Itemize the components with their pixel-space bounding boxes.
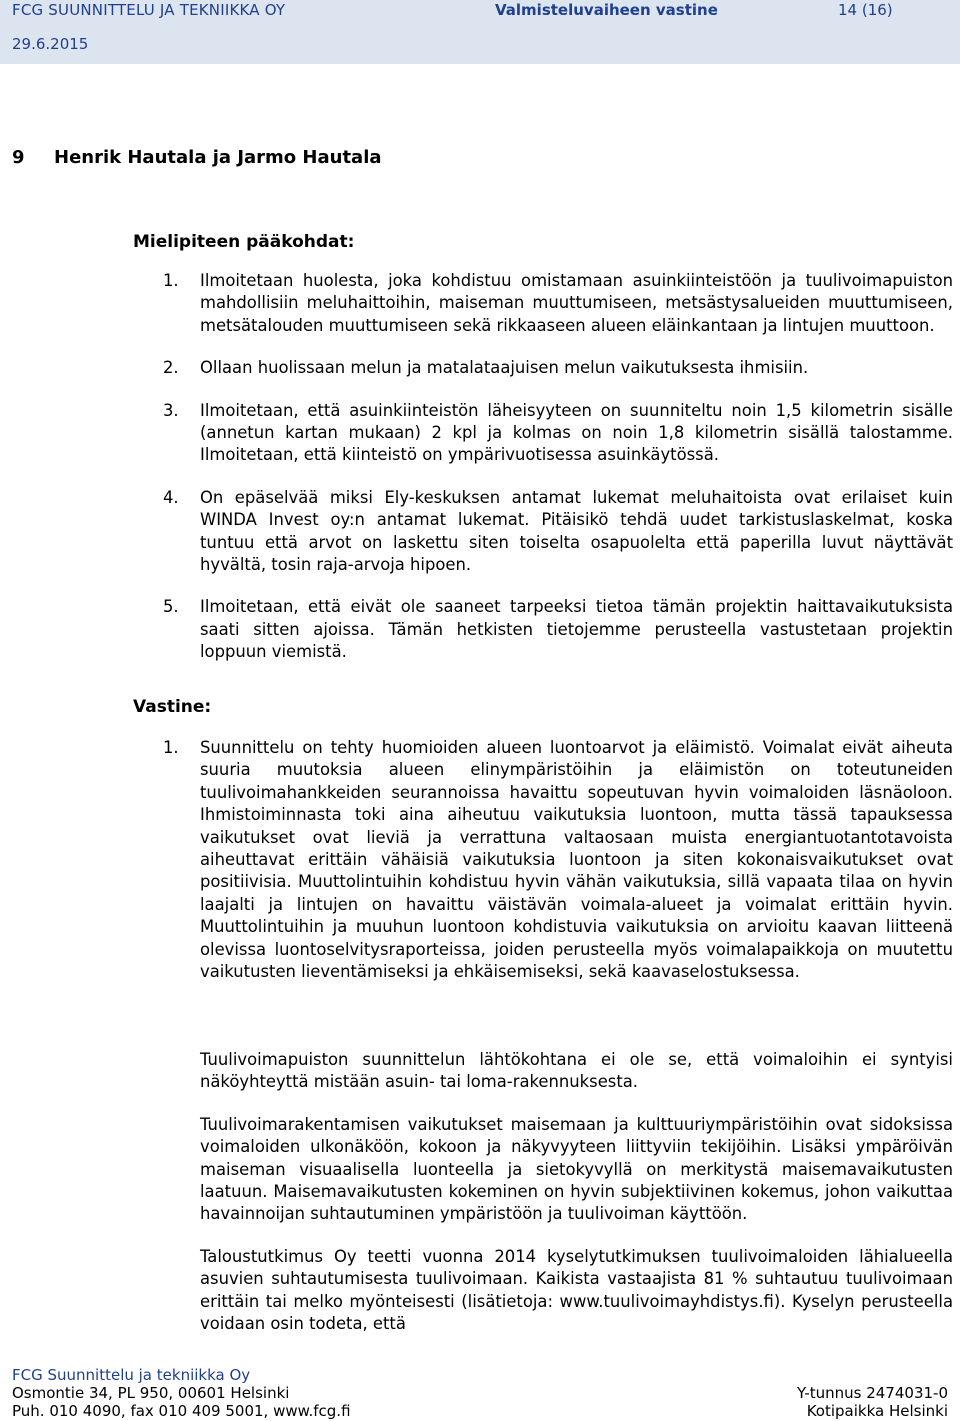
- item-number: 3.: [163, 400, 179, 420]
- footer-domicile: Kotipaikka Helsinki: [806, 1402, 948, 1420]
- header-company: FCG SUUNNITTELU JA TEKNIIKKA OY: [12, 1, 286, 19]
- response-heading: Vastine:: [133, 697, 212, 717]
- header-date: 29.6.2015: [12, 35, 89, 53]
- footer-address: Osmontie 34, PL 950, 00601 Helsinki: [12, 1384, 290, 1402]
- section-number: 9: [12, 147, 25, 168]
- item-text: Ilmoitetaan, että eivät ole saaneet tarpeeksi tietoa tämän projektin haittavaikutuksista saati sitten ajoissa. Tämän hetkisten tietojemme perusteella vastustetaan projektin loppuun viemistä.: [200, 597, 953, 662]
- item-number: 4.: [163, 487, 179, 507]
- page-footer: [0, 1364, 960, 1421]
- response-paragraphs: [200, 1049, 953, 1335]
- opinions-list: [163, 270, 953, 664]
- item-text: On epäselvää miksi Ely-keskuksen antamat lukemat meluhaitoista ovat erilaiset kuin WINDA Invest oy:n antamat lukemat. Pitäisikö tehdä uudet tarkistuslaskelmat, koska tuntuu että arvot on laskettu siten toiselta osapuolelta että paperilla luvut näyttävät hyvältä, tosin raja-arvoja hipoen.: [200, 487, 953, 575]
- footer-contact: Puh. 010 4090, fax 010 409 5001, www.fcg.fi: [12, 1402, 351, 1420]
- item-number: 2.: [163, 358, 179, 378]
- item-text: Suunnittelu on tehty huomioiden alueen luontoarvot ja eläimistö. Voimalat eivät aiheuta suuria muutoksia alueen elinympäristöihin ja eläimistön on toteutuneiden tuulivoimahankkeiden seurannoissa havaittu sopeutuvan hyvin voimaloiden läsnäoloon. Ihmistoiminnasta toki aina aiheutuu vaikutuksia luontoon, mutta tässä tapauksessa vaikutukset ovat lieviä ja verrattuna valtaosaan muista energiantuotantotavoista aiheuttavat erittäin vähäisiä vaikutuksia luontoon ja siten kokonaisvaikutukset ovat positiivisia. Muuttolintuihin kohdistuu hyvin vähän vaikutuksia, sillä vapaata tilaa on hyvin laajalti ja lintujen on havaittu väistävän voimala-alueet ja voimalat erittäin hyvin. Muuttolintuihin ja muuhun luontoon kohdistuvia vaikutuksia on arvioitu kaavan liitteenä olevissa luontoselvitysraporteissa, joiden perusteella myös voimalapaikkoja on muutettu vaikutusten lieventämiseksi ja ehkäisemiseksi, sekä kaavaselostuksessa.: [200, 738, 953, 982]
- section-heading: [12, 147, 382, 168]
- section-title: Henrik Hautala ja Jarmo Hautala: [54, 147, 382, 168]
- header-document-type: Valmisteluvaiheen vastine: [495, 1, 718, 19]
- list-item: [163, 270, 953, 337]
- response-list: [163, 737, 953, 983]
- item-text: Ilmoitetaan, että asuinkiinteistön läheisyyteen on suunniteltu noin 1,5 kilometrin sisälle (annetun kartan mukaan) 2 kpl ja kolmas on noin 1,8 kilometrin sisällä talostamme. Ilmoitetaan, että kiinteistö on ympärivuotisessa asuinkäytössä.: [200, 400, 953, 465]
- list-item: [163, 737, 953, 983]
- item-number: 5.: [163, 597, 179, 617]
- header-page-number: 14 (16): [838, 1, 893, 19]
- item-text: Ollaan huolissaan melun ja matalataajuisen melun vaikutuksesta ihmisiin.: [200, 358, 809, 378]
- paragraph: Taloustutkimus Oy teetti vuonna 2014 kyselytutkimuksen tuulivoimaloiden lähialueella asuvien suhtautumisesta tuulivoimaan. Kaikista vastaajista 81 % suhtautuu tuulivoimaan erittäin tai melko myönteisesti (lisätietoja: www.tuulivoimayhdistys.fi). Kyselyn perusteella voidaan osin todeta, että: [200, 1246, 953, 1334]
- list-item: [163, 400, 953, 467]
- footer-business-id: Y-tunnus 2474031-0: [796, 1384, 948, 1402]
- footer-company: FCG Suunnittelu ja tekniikka Oy: [12, 1366, 251, 1384]
- paragraph: Tuulivoimapuiston suunnittelun lähtökohtana ei ole se, että voimaloihin ei syntyisi näköyhteyttä mistään asuin- tai loma-rakennuksesta.: [200, 1050, 953, 1092]
- list-item: [163, 357, 953, 379]
- list-item: [163, 596, 953, 663]
- opinions-heading: Mielipiteen pääkohdat:: [133, 232, 355, 252]
- paragraph: Tuulivoimarakentamisen vaikutukset maisemaan ja kulttuuriympäristöihin ovat sidoksissa voimaloiden ulkonäköön, kokoon ja näkyvyyteen liittyviin tekijöihin. Lisäksi ympäröivän maiseman visuaalisella luonteella ja sietokyvyllä on merkitystä maisemavaikutusten laatuun. Maisemavaikutusten kokeminen on hyvin subjektiivinen kokemus, johon vaikuttaa havainnoijan suhtautuminen ympäristöön ja tuulivoiman käyttöön.: [200, 1114, 953, 1224]
- item-number: 1.: [163, 738, 179, 757]
- item-number: 1.: [163, 271, 179, 290]
- item-text: Ilmoitetaan huolesta, joka kohdistuu omistamaan asuinkiinteistöön ja tuulivoimapuiston mahdollisiin meluhaittoihin, maiseman muuttumiseen, metsästysalueiden muuttumiseen, metsätalouden muuttumiseen sekä rikkaaseen alueen eläinkantaan ja lintujen muuttoon.: [200, 271, 953, 335]
- page-header: [0, 0, 960, 64]
- list-item: [163, 487, 953, 577]
